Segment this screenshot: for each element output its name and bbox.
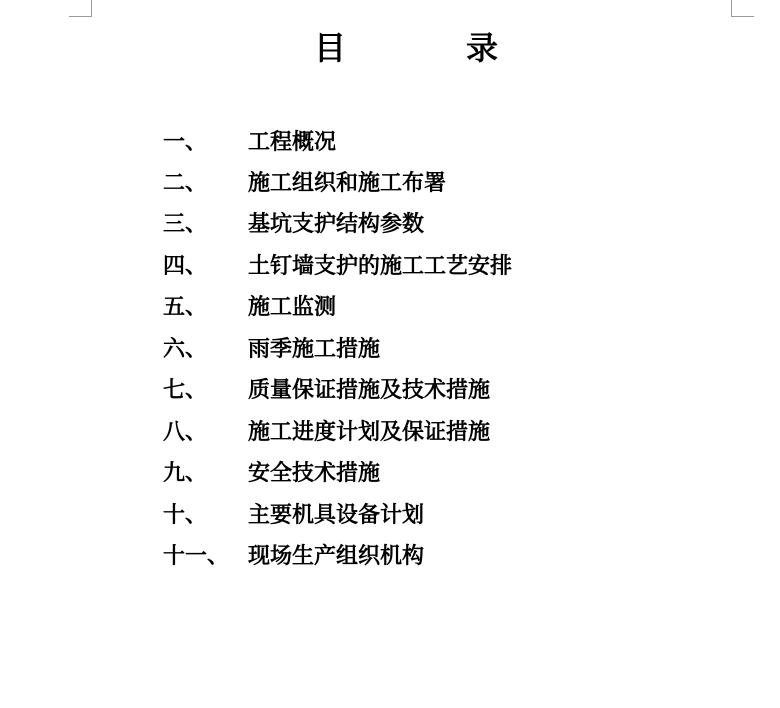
page-corner-mark-left [69,0,92,17]
toc-entry-title: 安全技术措施 [248,460,381,486]
toc-entry-number: 四、 [163,253,208,279]
toc-entry-title: 施工进度计划及保证措施 [248,419,491,445]
toc-entry [0,453,780,493]
toc-entry-number: 三、 [163,211,208,237]
toc-entry-number: 十、 [163,502,208,528]
toc-entry-number: 一、 [163,129,208,155]
toc-entry-title: 施工监测 [248,294,337,320]
toc-entry-number: 六、 [163,336,208,362]
toc-entry-number: 七、 [163,377,208,403]
toc-entry-number: 八、 [163,419,208,445]
toc-entry-title: 现场生产组织机构 [248,543,425,569]
toc-entry [0,204,780,244]
toc-entry-title: 雨季施工措施 [248,336,381,362]
toc-entry [0,370,780,410]
toc-entry-number: 九、 [163,460,208,486]
toc-entry [0,163,780,203]
toc-entry-number: 十一、 [163,543,230,569]
toc-entry-title: 工程概况 [248,129,337,155]
toc-entry [0,329,780,369]
toc-entry [0,495,780,535]
title-char-1: 目 [314,29,347,67]
toc-entry [0,246,780,286]
toc-entry [0,287,780,327]
toc-entry-title: 土钉墙支护的施工工艺安排 [248,253,513,279]
toc-entry-title: 基坑支护结构参数 [248,211,425,237]
toc-entry-title: 质量保证措施及技术措施 [248,377,491,403]
toc-entry [0,122,780,162]
toc-entry [0,412,780,452]
title-char-2: 录 [466,29,499,67]
toc-entry-number: 二、 [163,170,208,196]
toc-entry-title: 主要机具设备计划 [248,502,425,528]
page-corner-mark-right [731,0,754,17]
toc-entry-title: 施工组织和施工布署 [248,170,447,196]
document-title [0,26,780,70]
toc-entry [0,536,780,576]
toc-entry-number: 五、 [163,294,208,320]
